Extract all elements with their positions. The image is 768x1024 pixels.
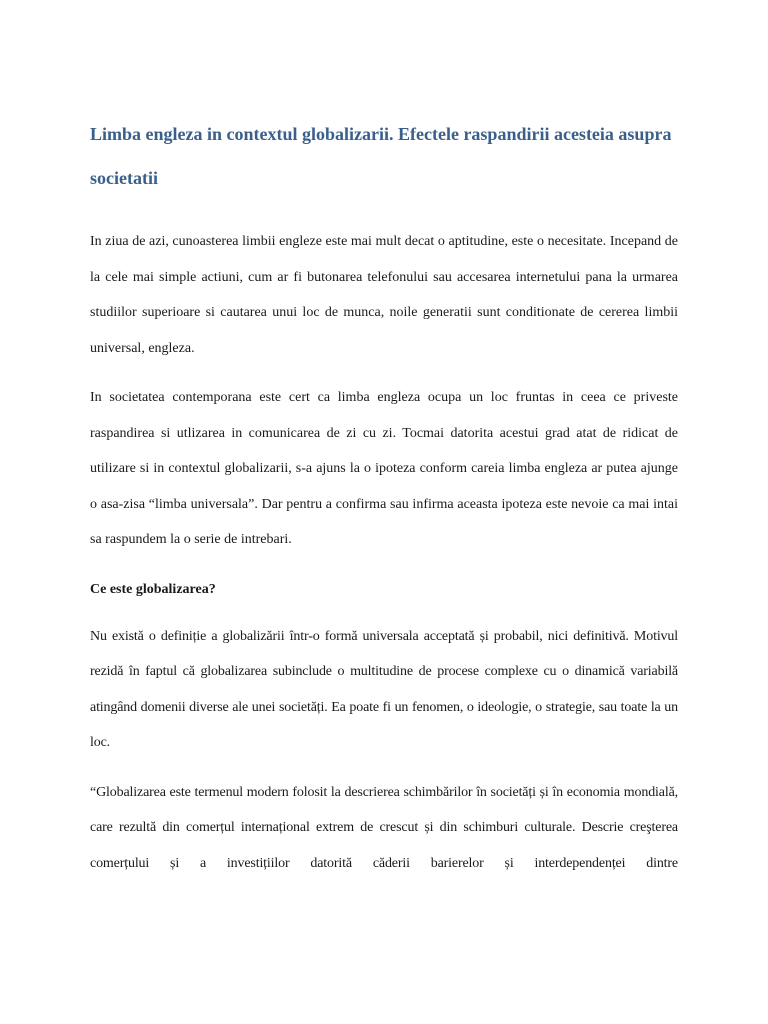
paragraph-quote: “Globalizarea este termenul modern folosit la descrierea schimbărilor în societăți și în economia mondială, care rezultă din comerțul internațional extrem de crescut și din schimburi culturale. Descrie creşterea comerțului și a investițiilor datorită căderii barierelor și interdependenței dintre xyxy=(90,784,678,871)
paragraph-hypothesis: In societatea contemporana este cert ca limba engleza ocupa un loc fruntas in ceea ce priveste raspandirea si utlizarea in comunicarea de zi cu zi. Tocmai datorita acestui grad atat de ridicat de utilizare si in contextul globalizarii, s-a ajuns la o ipoteza conform careia limba engleza ar putea ajunge o asa-zisa “limba universala”. Dar pentru a confirma sau infirma aceasta ipoteza este nevoie ca mai intai sa raspundem la o serie de intrebari. xyxy=(90,390,678,547)
section-heading: Ce este globalizarea? xyxy=(90,581,216,597)
paragraph-definition: Nu există o definiție a globalizării într-o formă universala acceptată și probabil, nici definitivă. Motivul rezidă în faptul că globalizarea subinclude o multitudine de procese complexe cu o dinamică variabilă atingând domenii diverse ale unei societăți. Ea poate fi un fenomen, o ideologie, o strategie, sau toate la un loc. xyxy=(90,628,678,750)
document-title: Limba engleza in contextul globalizarii. Efectele raspandirii acesteia asupra societatii xyxy=(90,124,672,188)
paragraph-intro: In ziua de azi, cunoasterea limbii engleze este mai mult decat o aptitudine, este o necesitate. Incepand de la cele mai simple actiuni, cum ar fi butonarea telefonului sau accesarea internetului pana la urmarea studiilor superioare si cautarea unui loc de munca, noile generatii sunt conditionate de cererea limbii universal, engleza. xyxy=(90,234,678,356)
document-body xyxy=(90,112,678,881)
